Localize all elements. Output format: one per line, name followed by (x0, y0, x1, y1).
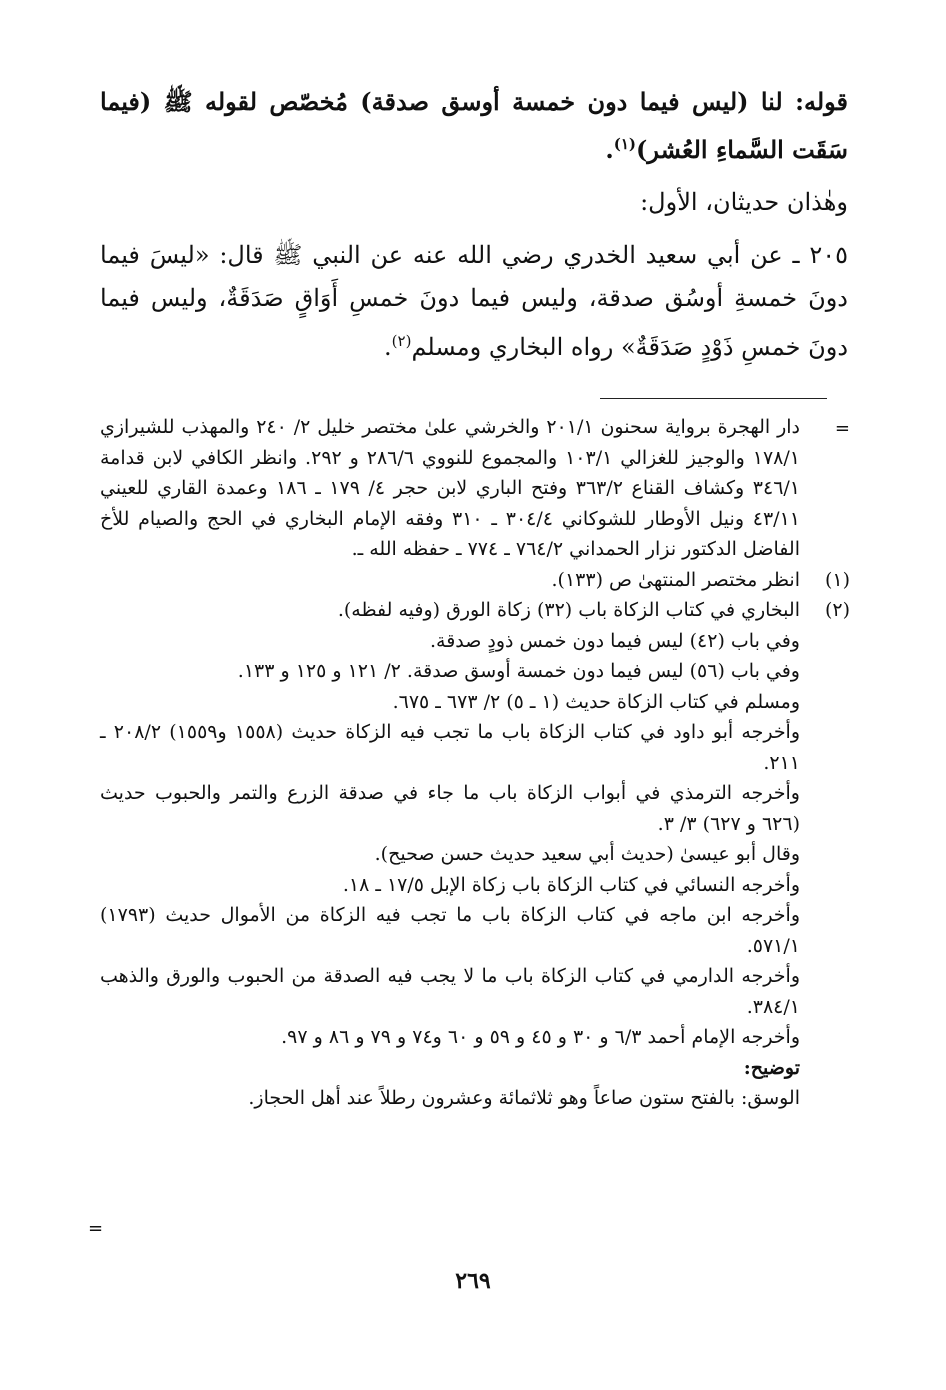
end-continuation-marker: = (88, 1218, 104, 1239)
footnote-2-line: وأخرجه الإمام أحمد ٦/٣ و ٣٠ و ٤٥ و ٥٩ و ٦٠ و٧٤ و ٧٩ و ٨٦ و ٩٧. (281, 1026, 800, 1048)
footnote-divider (600, 398, 827, 399)
footnote-2 (100, 595, 848, 626)
hadith-205-end: . (384, 333, 392, 361)
paragraph-2-text: وهٰذان حديثان، الأول: (640, 188, 848, 216)
paragraph-1-end: . (605, 135, 614, 164)
footnote-1-number: (١) (824, 568, 850, 591)
footnote-2-line: وفي باب (٤٢) ليس فيما دون خمس ذودٍ صدقة. (429, 629, 800, 652)
footnote-2-line: وقال أبو عيسىٰ (حديث أبي سعيد حديث حسن صحيح). (374, 843, 800, 865)
footnote-2-number: (٢) (824, 599, 850, 621)
footnote-2-line: وأخرجه النسائي في كتاب الزكاة باب زكاة الإبل ١٧/٥ ـ ١٨. (342, 873, 800, 896)
page-number: ٢٦٩ (455, 1268, 491, 1294)
main-text (100, 80, 848, 369)
hadith-205 (100, 234, 848, 369)
explanation-line: الوسق: بالفتح ستون صاعاً وهو ثلاثمائة وعشرون رطلاً عند أهل الحجاز. (248, 1087, 800, 1109)
footnote-2-line: وأخرجه الدارمي في كتاب الزكاة باب ما لا يجب فيه الصدقة من الحبوب والورق والذهب ٣٨٤/١. (100, 965, 800, 1018)
footnote-2-line: البخاري في كتاب الزكاة باب (٣٢) زكاة الورق (وفيه لفظه). (337, 599, 800, 621)
footnote-2-line: وأخرجه ابن ماجه في كتاب الزكاة باب ما تجب فيه الزكاة من الأموال حديث (١٧٩٣) ٥٧١/١. (100, 904, 800, 957)
paragraph-1 (100, 80, 848, 171)
footnote-2-line: وأخرجه أبو داود في كتاب الزكاة باب ما تجب فيه الزكاة حديث (١٥٥٨ و١٥٥٩) ٢٠٨/٢ ـ ٢١١. (100, 721, 801, 774)
footnote-1-text: انظر مختصر المنتهىٰ ص (١٣٣). (551, 568, 800, 591)
footnote-1 (100, 565, 848, 596)
hadith-205-text: ٢٠٥ ـ عن أبي سعيد الخدري رضي الله عنه عن النبي ﷺ قال: «ليسَ فيما دونَ خمسةِ أوسُق صدقة، وليس فيما دونَ خمسِ أَوَاقٍ صَدَقَةٌ، وليس فيما دونَ خمسِ ذَوْدٍ صَدَقَةٌ» رواه البخاري ومسلم (100, 241, 848, 361)
footnotes (100, 412, 848, 1114)
footnote-ref-1: (١) (613, 135, 637, 153)
footnote-ref-2: (٢) (391, 332, 412, 350)
paragraph-2 (100, 181, 848, 224)
footnote-2-line: ومسلم في كتاب الزكاة حديث (١ ـ ٥) ٢/ ٦٧٣ ـ ٦٧٥. (392, 690, 800, 713)
paragraph-1-text: قوله: لنا (ليس فيما دون خمسة أوسق صدقة) مُخصّص لقوله ﷺ (فيما سَقَت السَّماءِ العُشر) (100, 87, 848, 164)
footnote-2-line: وأخرجه الترمذي في أبواب الزكاة باب ما جاء في صدقة الزرع والتمر والحبوب حديث (٦٢٦ و ٦٢٧) ٣/ ٣. (100, 782, 800, 835)
explanation-heading: توضيح: (743, 1056, 800, 1079)
footnote-2-line: وفي باب (٥٦) ليس فيما دون خمسة أوسق صدقة. ٢/ ١٢١ و ١٢٥ و ١٣٣. (237, 660, 800, 682)
continuation-marker: = (834, 418, 850, 439)
footnote-continuation: دار الهجرة برواية سحنون ٢٠١/١ والخرشي علىٰ مختصر خليل ٢/ ٢٤٠ والمهذب للشيرازي ١٧٨/١ والوجيز للغزالي ١٠٣/١ والمجموع للنووي ٢٨٦/٦ و ٢٩٢. وانظر الكافي لابن قدامة ٣٤٦/١ وكشاف القناع ٣٦٣/٢ وفتح الباري لابن حجر ٤/ ١٧٩ ـ ١٨٦ وعمدة القاري للعيني ٤٣/١١ ونيل الأوطار للشوكاني ٣٠٤/٤ ـ ٣١٠ وفقه الإمام البخاري في الحج والصيام للأخ الفاضل الدكتور نزار الحمداني ٧٦٤/٢ ـ ٧٧٤ ـ حفظه الله ـ. (100, 416, 801, 560)
